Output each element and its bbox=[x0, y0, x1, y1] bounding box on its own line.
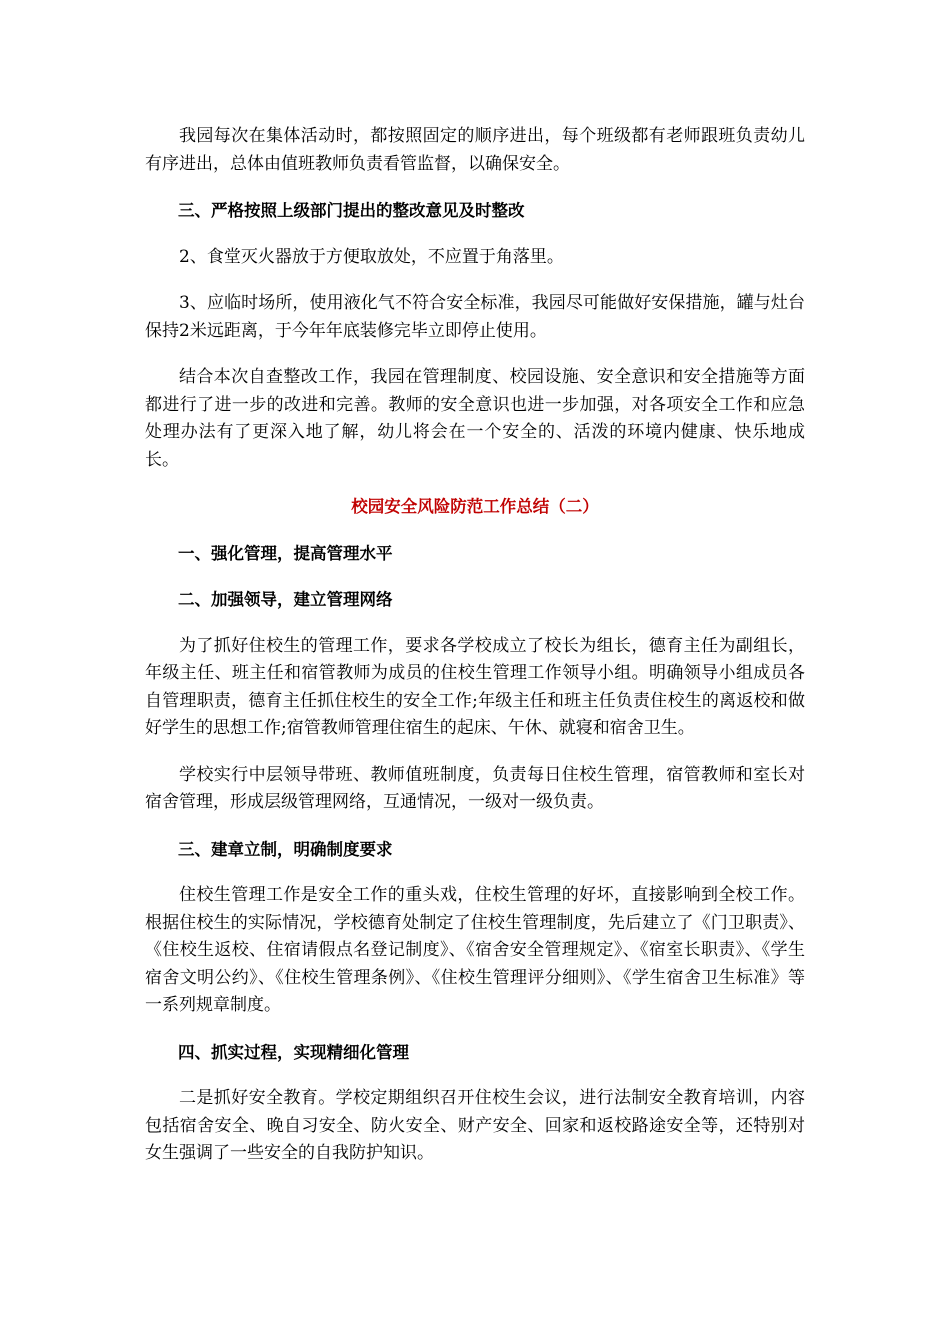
paragraph-5: 为了抓好住校生的管理工作，要求各学校成立了校长为组长，德育主任为副组长，年级主任、班主任和宿管教师为成员的住校生管理工作领导小组。明确领导小组成员各自管理职责，德育主任抓住校生的安全工作;年级主任和班主任负责住校生的离返校和做好学生的思想工作;宿管教师管理住宿生的起床、午休、就寝和宿舍卫生。 bbox=[145, 635, 805, 738]
heading-process: 四、抓实过程，实现精细化管理 bbox=[178, 1042, 409, 1062]
heading-leadership: 二、加强领导，建立管理网络 bbox=[178, 590, 393, 609]
section-title: 校园安全风险防范工作总结（二） bbox=[351, 497, 599, 516]
heading-regulations: 三、建章立制，明确制度要求 bbox=[178, 839, 393, 859]
paragraph-4: 结合本次自查整改工作，我园在管理制度、校园设施、安全意识和安全措施等方面都进行了进一步的改进和完善。教师的安全意识也进一步加强，对各项安全工作和应急处理办法有了更深入地了解，幼儿将会在一个安全的、活泼的环境内健康、快乐地成长。 bbox=[145, 367, 805, 470]
paragraph-7: 住校生管理工作是安全工作的重头戏，住校生管理的好坏，直接影响到全校工作。根据住校生的实际情况，学校德育处制定了住校生管理制度，先后建立了《门卫职责》、《住校生返校、住宿请假点名登记制度》、《宿舍安全管理规定》、《宿室长职责》、《学生宿舍文明公约》、《住校生管理条例》、《住校生管理评分细则》、《学生宿舍卫生标准》等一系列规章制度。 bbox=[145, 885, 805, 1015]
paragraph-1: 我园每次在集体活动时，都按照固定的顺序进出，每个班级都有老师跟班负责幼儿有序进出，总体由值班教师负责看管监督，以确保安全。 bbox=[145, 126, 805, 174]
paragraph-8: 二是抓好安全教育。学校定期组织召开住校生会议，进行法制安全教育培训，内容包括宿舍安全、晚自习安全、防火安全、财产安全、回家和返校路途安全等，还特别对女生强调了一些安全的自我防护知识。 bbox=[145, 1088, 805, 1163]
paragraph-6: 学校实行中层领导带班、教师值班制度，负责每日住校生管理，宿管教师和室长对宿舍管理，形成层级管理网络，互通情况，一级对一级负责。 bbox=[145, 764, 805, 812]
paragraph-3: 3、应临时场所，使用液化气不符合安全标准，我园尽可能做好安保措施，罐与灶台保持2米远距离，于今年年底装修完毕立即停止使用。 bbox=[145, 293, 805, 341]
heading-rectification: 三、严格按照上级部门提出的整改意见及时整改 bbox=[178, 201, 525, 220]
heading-management: 一、强化管理，提高管理水平 bbox=[178, 543, 393, 563]
document-page bbox=[145, 123, 805, 1168]
paragraph-2: 2、食堂灭火器放于方便取放处，不应置于角落里。 bbox=[179, 246, 564, 267]
